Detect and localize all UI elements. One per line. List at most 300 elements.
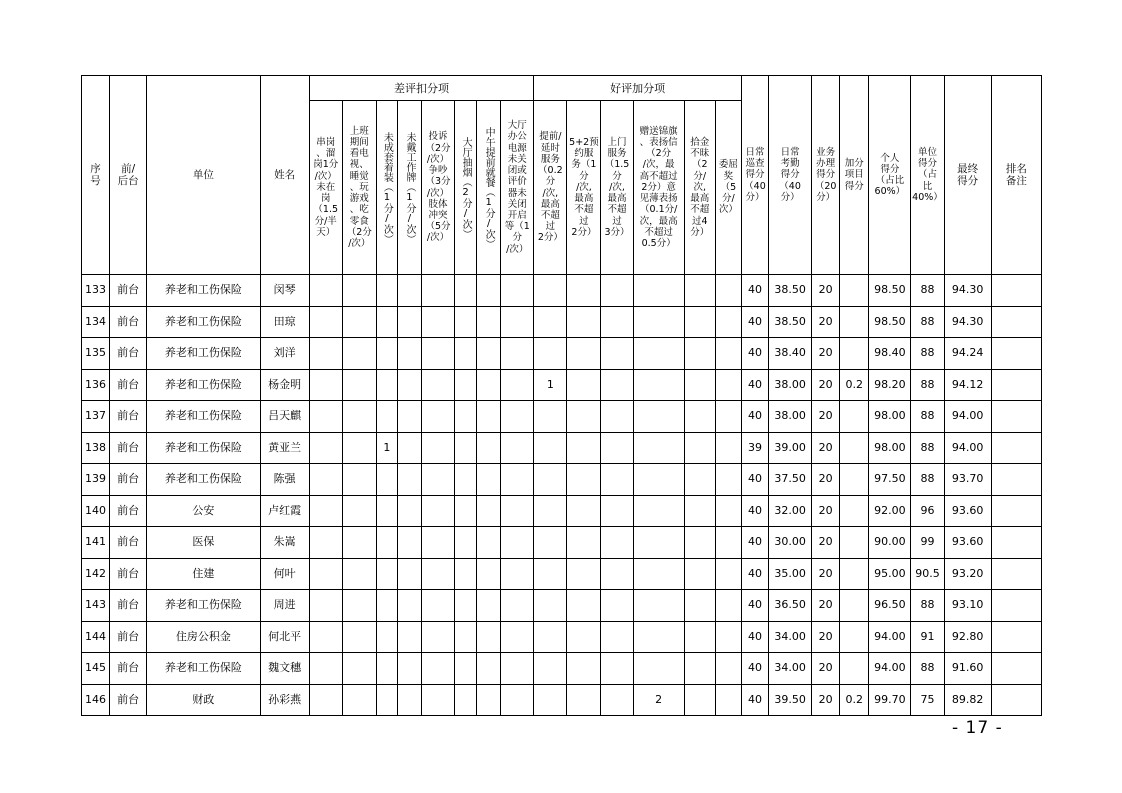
cell-penalty-4	[397, 275, 421, 307]
cell-bonus-5	[684, 338, 715, 370]
cell-bonus-1: 1	[534, 369, 567, 401]
cell-bonus-2	[567, 590, 601, 622]
cell-bonus-3	[601, 338, 633, 370]
cell-penalty-4	[397, 495, 421, 527]
cell-bonus-5	[684, 653, 715, 685]
cell-unit-score: 99	[911, 527, 944, 559]
cell-penalty-2	[342, 432, 376, 464]
cell-penalty-6	[455, 590, 477, 622]
cell-penalty-6	[455, 527, 477, 559]
cell-bonus-3	[601, 275, 633, 307]
cell-name: 闵琴	[260, 275, 309, 307]
cell-unit-score: 88	[911, 306, 944, 338]
cell-business: 20	[812, 527, 840, 559]
cell-position: 前台	[110, 401, 147, 433]
cell-bonus-item	[840, 590, 869, 622]
cell-patrol: 40	[741, 369, 768, 401]
cell-penalty-7	[477, 401, 501, 433]
cell-unit-score: 96	[911, 495, 944, 527]
cell-bonus-2	[567, 306, 601, 338]
cell-penalty-2	[342, 338, 376, 370]
cell-penalty-6	[455, 464, 477, 496]
cell-penalty-4	[397, 621, 421, 653]
cell-name: 吕天麒	[260, 401, 309, 433]
cell-bonus-4	[633, 401, 684, 433]
cell-penalty-8	[501, 338, 534, 370]
cell-penalty-3	[376, 464, 397, 496]
cell-bonus-item	[840, 558, 869, 590]
cell-penalty-8	[501, 275, 534, 307]
cell-position: 前台	[110, 369, 147, 401]
header-penalty-group: 差评扣分项	[309, 76, 534, 101]
cell-personal: 98.50	[869, 306, 911, 338]
cell-name: 黄亚兰	[260, 432, 309, 464]
cell-name: 陈强	[260, 464, 309, 496]
cell-bonus-item	[840, 464, 869, 496]
cell-bonus-5	[684, 306, 715, 338]
cell-bonus-3	[601, 432, 633, 464]
cell-business: 20	[812, 306, 840, 338]
cell-patrol: 40	[741, 590, 768, 622]
cell-business: 20	[812, 369, 840, 401]
cell-penalty-2	[342, 401, 376, 433]
cell-penalty-5	[421, 464, 454, 496]
header-unit-score: 单位 得分 （占 比 40%）	[911, 76, 944, 275]
cell-bonus-1	[534, 401, 567, 433]
cell-position: 前台	[110, 306, 147, 338]
cell-penalty-3	[376, 558, 397, 590]
cell-seq: 146	[82, 684, 110, 716]
cell-business: 20	[812, 432, 840, 464]
cell-bonus-item: 0.2	[840, 369, 869, 401]
cell-attendance: 36.50	[769, 590, 812, 622]
cell-patrol: 40	[741, 464, 768, 496]
cell-penalty-6	[455, 401, 477, 433]
cell-attendance: 37.50	[769, 464, 812, 496]
table-header	[82, 76, 1042, 275]
cell-final: 92.80	[944, 621, 991, 653]
table-row	[82, 432, 1042, 464]
header-penalty-3: 未成套着装（1分/次）	[376, 101, 397, 275]
cell-bonus-3	[601, 653, 633, 685]
cell-penalty-8	[501, 306, 534, 338]
cell-bonus-4	[633, 432, 684, 464]
cell-penalty-5	[421, 432, 454, 464]
cell-unit-score: 88	[911, 464, 944, 496]
cell-bonus-4	[633, 306, 684, 338]
cell-bonus-3	[601, 621, 633, 653]
cell-penalty-7	[477, 558, 501, 590]
header-penalty-7: 中午提前就餐（1分/次）	[477, 101, 501, 275]
cell-penalty-8	[501, 590, 534, 622]
header-bonus-4: 赠送锦旗 、表扬信 （2分 /次，最 高不超过 2分）意 见薄表扬 （0.1分/ 次，最高 不超过 0.5分）	[633, 101, 684, 275]
cell-bonus-6	[715, 590, 741, 622]
cell-bonus-5	[684, 621, 715, 653]
cell-final: 94.00	[944, 401, 991, 433]
cell-name: 杨金明	[260, 369, 309, 401]
cell-final: 94.00	[944, 432, 991, 464]
cell-final: 94.30	[944, 306, 991, 338]
cell-unit: 医保	[147, 527, 260, 559]
cell-business: 20	[812, 590, 840, 622]
cell-business: 20	[812, 684, 840, 716]
cell-unit-score: 90.5	[911, 558, 944, 590]
cell-bonus-2	[567, 275, 601, 307]
cell-attendance: 38.50	[769, 275, 812, 307]
cell-bonus-6	[715, 464, 741, 496]
cell-bonus-4	[633, 338, 684, 370]
cell-attendance: 39.00	[769, 432, 812, 464]
cell-penalty-8	[501, 527, 534, 559]
cell-penalty-4	[397, 653, 421, 685]
score-table	[81, 75, 1042, 716]
cell-final: 91.60	[944, 653, 991, 685]
cell-unit-score: 75	[911, 684, 944, 716]
cell-bonus-5	[684, 401, 715, 433]
cell-bonus-item	[840, 306, 869, 338]
cell-penalty-7	[477, 621, 501, 653]
cell-business: 20	[812, 621, 840, 653]
cell-bonus-5	[684, 558, 715, 590]
cell-position: 前台	[110, 338, 147, 370]
cell-penalty-4	[397, 338, 421, 370]
cell-rank	[991, 558, 1041, 590]
cell-penalty-8	[501, 401, 534, 433]
cell-patrol: 39	[741, 432, 768, 464]
cell-penalty-3	[376, 369, 397, 401]
cell-penalty-5	[421, 495, 454, 527]
table-row	[82, 306, 1042, 338]
cell-attendance: 38.00	[769, 401, 812, 433]
cell-patrol: 40	[741, 527, 768, 559]
cell-personal: 97.50	[869, 464, 911, 496]
cell-attendance: 38.50	[769, 306, 812, 338]
table-row	[82, 621, 1042, 653]
cell-patrol: 40	[741, 684, 768, 716]
cell-bonus-6	[715, 432, 741, 464]
cell-bonus-item	[840, 432, 869, 464]
cell-unit-score: 88	[911, 401, 944, 433]
cell-unit: 养老和工伤保险	[147, 653, 260, 685]
cell-final: 93.70	[944, 464, 991, 496]
cell-bonus-5	[684, 369, 715, 401]
cell-bonus-item	[840, 653, 869, 685]
cell-unit-score: 88	[911, 369, 944, 401]
table-row	[82, 495, 1042, 527]
cell-rank	[991, 432, 1041, 464]
cell-penalty-3	[376, 401, 397, 433]
cell-seq: 139	[82, 464, 110, 496]
cell-penalty-3	[376, 306, 397, 338]
cell-penalty-1	[309, 369, 342, 401]
cell-patrol: 40	[741, 275, 768, 307]
cell-penalty-7	[477, 527, 501, 559]
cell-attendance: 35.00	[769, 558, 812, 590]
cell-penalty-1	[309, 558, 342, 590]
cell-unit-score: 91	[911, 621, 944, 653]
cell-personal: 95.00	[869, 558, 911, 590]
table-row	[82, 590, 1042, 622]
cell-penalty-5	[421, 527, 454, 559]
cell-penalty-5	[421, 684, 454, 716]
cell-penalty-3	[376, 653, 397, 685]
cell-penalty-1	[309, 464, 342, 496]
cell-bonus-5	[684, 495, 715, 527]
cell-penalty-7	[477, 684, 501, 716]
cell-penalty-3	[376, 590, 397, 622]
cell-personal: 99.70	[869, 684, 911, 716]
cell-final: 94.12	[944, 369, 991, 401]
cell-penalty-6	[455, 275, 477, 307]
cell-unit: 养老和工伤保险	[147, 464, 260, 496]
cell-position: 前台	[110, 275, 147, 307]
cell-bonus-1	[534, 338, 567, 370]
cell-seq: 143	[82, 590, 110, 622]
cell-penalty-3	[376, 495, 397, 527]
cell-final: 93.60	[944, 527, 991, 559]
cell-bonus-6	[715, 558, 741, 590]
cell-personal: 90.00	[869, 527, 911, 559]
cell-penalty-5	[421, 306, 454, 338]
cell-unit-score: 88	[911, 432, 944, 464]
cell-seq: 140	[82, 495, 110, 527]
cell-unit: 养老和工伤保险	[147, 401, 260, 433]
cell-seq: 135	[82, 338, 110, 370]
cell-business: 20	[812, 495, 840, 527]
cell-bonus-item	[840, 621, 869, 653]
cell-bonus-5	[684, 590, 715, 622]
cell-bonus-4: 2	[633, 684, 684, 716]
cell-seq: 141	[82, 527, 110, 559]
cell-unit: 养老和工伤保险	[147, 432, 260, 464]
cell-position: 前台	[110, 432, 147, 464]
cell-penalty-4	[397, 558, 421, 590]
cell-penalty-1	[309, 527, 342, 559]
cell-penalty-7	[477, 369, 501, 401]
cell-name: 刘洋	[260, 338, 309, 370]
cell-penalty-8	[501, 684, 534, 716]
cell-rank	[991, 338, 1041, 370]
page-number: - 17 -	[952, 718, 1003, 738]
cell-patrol: 40	[741, 621, 768, 653]
cell-personal: 98.20	[869, 369, 911, 401]
cell-penalty-6	[455, 495, 477, 527]
cell-seq: 144	[82, 621, 110, 653]
cell-unit: 财政	[147, 684, 260, 716]
cell-position: 前台	[110, 464, 147, 496]
cell-bonus-item	[840, 495, 869, 527]
cell-penalty-2	[342, 653, 376, 685]
header-penalty-1: 串岗 、溜 岗1分 /次） 未在 岗 （1.5 分/半 天）	[309, 101, 342, 275]
cell-bonus-1	[534, 621, 567, 653]
cell-penalty-4	[397, 432, 421, 464]
cell-attendance: 32.00	[769, 495, 812, 527]
header-bonus-6: 委屈 奖 （5 分/ 次）	[715, 101, 741, 275]
cell-rank	[991, 495, 1041, 527]
cell-bonus-6	[715, 401, 741, 433]
cell-penalty-2	[342, 369, 376, 401]
cell-bonus-1	[534, 558, 567, 590]
cell-penalty-8	[501, 653, 534, 685]
cell-personal: 98.00	[869, 401, 911, 433]
cell-name: 周进	[260, 590, 309, 622]
cell-seq: 136	[82, 369, 110, 401]
cell-bonus-4	[633, 558, 684, 590]
cell-attendance: 30.00	[769, 527, 812, 559]
cell-bonus-5	[684, 464, 715, 496]
cell-penalty-4	[397, 369, 421, 401]
cell-penalty-6	[455, 653, 477, 685]
cell-patrol: 40	[741, 653, 768, 685]
cell-bonus-3	[601, 401, 633, 433]
cell-penalty-3	[376, 527, 397, 559]
cell-bonus-3	[601, 495, 633, 527]
cell-patrol: 40	[741, 558, 768, 590]
cell-patrol: 40	[741, 495, 768, 527]
cell-bonus-2	[567, 558, 601, 590]
cell-penalty-2	[342, 684, 376, 716]
header-penalty-2: 上班 期间 看电 视、 睡觉 、玩 游戏 、吃 零食 （2分 /次）	[342, 101, 376, 275]
header-bonus-group: 好评加分项	[534, 76, 742, 101]
header-penalty-5: 投诉 （2分 /次） 争吵 （3分 /次） 肢体 冲突 （5分 /次）	[421, 101, 454, 275]
cell-penalty-5	[421, 275, 454, 307]
cell-penalty-4	[397, 527, 421, 559]
cell-bonus-6	[715, 275, 741, 307]
cell-bonus-6	[715, 621, 741, 653]
cell-final: 94.30	[944, 275, 991, 307]
cell-bonus-3	[601, 684, 633, 716]
cell-rank	[991, 653, 1041, 685]
cell-rank	[991, 275, 1041, 307]
cell-penalty-5	[421, 558, 454, 590]
header-penalty-4: 未戴工作牌（1分/次）	[397, 101, 421, 275]
cell-bonus-2	[567, 369, 601, 401]
cell-penalty-7	[477, 653, 501, 685]
cell-bonus-4	[633, 621, 684, 653]
cell-position: 前台	[110, 621, 147, 653]
cell-bonus-item	[840, 338, 869, 370]
cell-bonus-2	[567, 621, 601, 653]
cell-penalty-4	[397, 401, 421, 433]
table-row	[82, 275, 1042, 307]
cell-penalty-5	[421, 621, 454, 653]
cell-penalty-1	[309, 495, 342, 527]
cell-bonus-6	[715, 653, 741, 685]
cell-rank	[991, 621, 1041, 653]
cell-personal: 98.40	[869, 338, 911, 370]
cell-bonus-2	[567, 684, 601, 716]
cell-bonus-1	[534, 653, 567, 685]
header-patrol: 日常 巡查 得分 （40 分）	[741, 76, 768, 275]
cell-final: 94.24	[944, 338, 991, 370]
cell-name: 卢红霞	[260, 495, 309, 527]
cell-name: 何叶	[260, 558, 309, 590]
cell-bonus-1	[534, 306, 567, 338]
cell-bonus-3	[601, 306, 633, 338]
cell-bonus-4	[633, 275, 684, 307]
cell-penalty-6	[455, 338, 477, 370]
cell-bonus-2	[567, 527, 601, 559]
cell-position: 前台	[110, 590, 147, 622]
cell-unit-score: 88	[911, 338, 944, 370]
cell-penalty-3	[376, 621, 397, 653]
cell-penalty-4	[397, 464, 421, 496]
cell-seq: 134	[82, 306, 110, 338]
cell-rank	[991, 401, 1041, 433]
cell-penalty-4	[397, 306, 421, 338]
cell-penalty-8	[501, 432, 534, 464]
cell-bonus-3	[601, 527, 633, 559]
cell-bonus-2	[567, 338, 601, 370]
table-row	[82, 684, 1042, 716]
cell-bonus-item: 0.2	[840, 684, 869, 716]
cell-attendance: 34.00	[769, 621, 812, 653]
header-personal: 个人 得分 （占比 60%）	[869, 76, 911, 275]
cell-bonus-6	[715, 369, 741, 401]
header-bonus-3: 上门 服务 （1.5 分 /次, 最高 不超 过 3分）	[601, 101, 633, 275]
header-final: 最终 得分	[944, 76, 991, 275]
header-bonus-item: 加分 项目 得分	[840, 76, 869, 275]
table-row	[82, 401, 1042, 433]
cell-penalty-1	[309, 653, 342, 685]
cell-bonus-4	[633, 495, 684, 527]
cell-penalty-3: 1	[376, 432, 397, 464]
cell-rank	[991, 590, 1041, 622]
cell-penalty-4	[397, 590, 421, 622]
cell-business: 20	[812, 464, 840, 496]
cell-bonus-2	[567, 464, 601, 496]
table-row	[82, 527, 1042, 559]
header-position: 前/ 后台	[110, 76, 147, 275]
cell-bonus-1	[534, 432, 567, 464]
cell-penalty-5	[421, 401, 454, 433]
cell-patrol: 40	[741, 306, 768, 338]
header-attendance: 日常 考勤 得分 （40 分）	[769, 76, 812, 275]
table-row	[82, 369, 1042, 401]
header-business: 业务 办理 得分 （20 分）	[812, 76, 840, 275]
header-penalty-6: 大厅抽烟（2分/次）	[455, 101, 477, 275]
header-rank: 排名 备注	[991, 76, 1041, 275]
table-body	[82, 275, 1042, 716]
cell-penalty-5	[421, 369, 454, 401]
cell-bonus-3	[601, 464, 633, 496]
cell-personal: 98.00	[869, 432, 911, 464]
cell-unit: 养老和工伤保险	[147, 306, 260, 338]
cell-position: 前台	[110, 527, 147, 559]
cell-bonus-3	[601, 558, 633, 590]
cell-final: 93.60	[944, 495, 991, 527]
cell-rank	[991, 369, 1041, 401]
cell-penalty-2	[342, 590, 376, 622]
cell-unit: 养老和工伤保险	[147, 275, 260, 307]
cell-penalty-6	[455, 306, 477, 338]
header-name: 姓名	[260, 76, 309, 275]
cell-bonus-4	[633, 464, 684, 496]
cell-name: 魏文穗	[260, 653, 309, 685]
cell-penalty-2	[342, 464, 376, 496]
cell-position: 前台	[110, 653, 147, 685]
cell-business: 20	[812, 338, 840, 370]
cell-unit: 养老和工伤保险	[147, 590, 260, 622]
cell-penalty-1	[309, 684, 342, 716]
cell-bonus-6	[715, 684, 741, 716]
cell-attendance: 39.50	[769, 684, 812, 716]
cell-position: 前台	[110, 558, 147, 590]
cell-penalty-1	[309, 432, 342, 464]
cell-bonus-2	[567, 432, 601, 464]
cell-business: 20	[812, 653, 840, 685]
cell-patrol: 40	[741, 401, 768, 433]
